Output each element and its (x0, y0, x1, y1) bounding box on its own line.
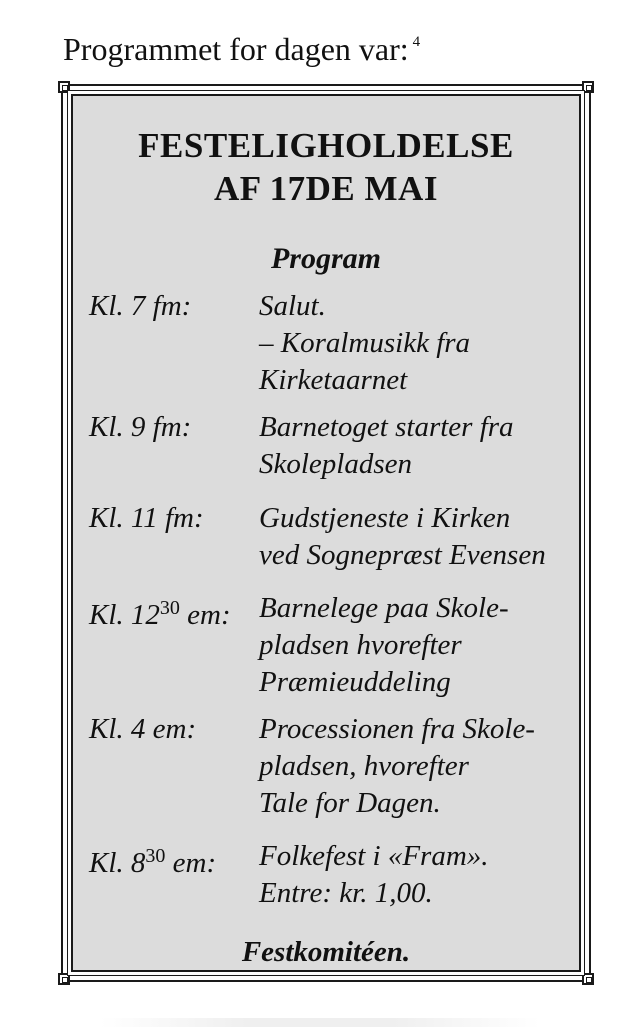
time-text: Kl. 7 fm: (89, 290, 192, 322)
cropped-next-text (100, 1018, 540, 1027)
program-description (259, 711, 535, 822)
poster-inner-border (67, 90, 585, 976)
time-superscript: 30 (159, 597, 180, 619)
program-time (89, 711, 196, 748)
poster-panel (71, 94, 581, 972)
description-line: Gudstjeneste i Kirken (259, 502, 511, 534)
program-description (259, 288, 470, 399)
description-line: Processionen fra Skole- (259, 713, 535, 745)
program-description (259, 590, 509, 701)
time-text: Kl. 12 (89, 599, 160, 631)
description-line: Præmieuddeling (259, 666, 451, 698)
description-line: Tale for Dagen. (259, 787, 441, 819)
intro-label: Programmet for dagen var: (63, 31, 409, 67)
description-line: Salut. (259, 290, 326, 322)
program-description (259, 409, 514, 483)
time-text: Kl. 9 fm: (89, 411, 192, 443)
description-line: pladsen, hvorefter (259, 750, 469, 782)
description-line: pladsen hvorefter (259, 629, 462, 661)
description-line: Kirketaarnet (259, 364, 408, 396)
time-text: Kl. 8 (89, 847, 146, 879)
program-time (89, 590, 231, 634)
program-time (89, 288, 191, 325)
program-poster (61, 84, 591, 982)
time-text: Kl. 11 fm: (89, 502, 204, 534)
time-superscript: 30 (145, 845, 166, 867)
program-description (259, 500, 546, 574)
description-line: Skolepladsen (259, 448, 413, 480)
time-suffix: em: (165, 847, 217, 879)
program-heading: Program (270, 242, 381, 275)
program-time (89, 409, 191, 446)
description-line: Barnelege paa Skole- (259, 592, 509, 624)
program-time (89, 838, 216, 882)
description-line: – Koralmusikk fra (259, 327, 471, 359)
description-line: Entre: kr. 1,00. (259, 877, 433, 909)
time-suffix: em: (179, 599, 231, 631)
program-time (89, 500, 204, 537)
description-line: Barnetoget starter fra (259, 411, 514, 443)
time-text: Kl. 4 em: (89, 713, 197, 745)
program-description (259, 838, 489, 912)
poster-title-line-2: AF 17DE MAI (214, 169, 438, 208)
intro-text (63, 22, 420, 69)
description-line: ved Sognepræst Evensen (259, 539, 546, 571)
poster-title-line-1: FESTELIGHOLDELSE (138, 126, 514, 165)
committee-signature: Festkomitéen. (241, 936, 411, 968)
footnote-marker[interactable]: 4 (412, 34, 421, 50)
description-line: Folkefest i «Fram». (259, 840, 489, 872)
